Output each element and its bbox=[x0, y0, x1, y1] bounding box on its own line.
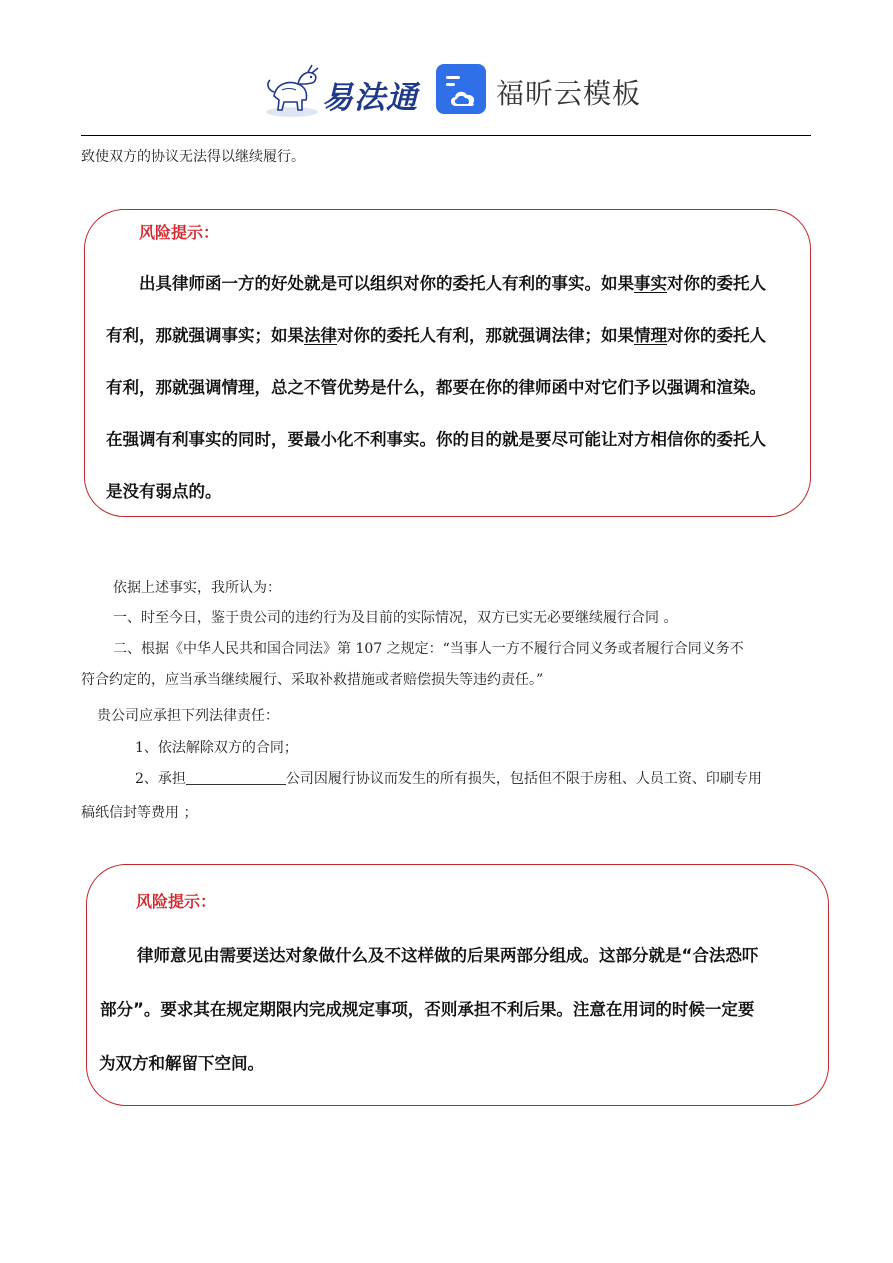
risk-tip-2-line-3: 为双方和解留下空间。 bbox=[99, 1054, 264, 1073]
cloud-document-icon bbox=[436, 64, 486, 114]
risk-tip-1-line-4: 在强调有利事实的同时，要最小化不利事实。你的目的就是要尽可能让对方相信你的委托人 bbox=[106, 430, 766, 449]
risk-tip-2-line-2: 部分”。要求其在规定期限内完成规定事项，否则承担不利后果。注意在用词的时候一定要 bbox=[100, 1000, 755, 1019]
page-header bbox=[0, 58, 893, 128]
body-paragraph-1: 依据上述事实，我所认为： bbox=[113, 580, 281, 596]
risk-tip-title-1: 风险提示： bbox=[139, 223, 220, 242]
risk-tip-1-line-3: 有利，那就强调情理，总之不管优势是什么，都要在你的律师函中对它们予以强调和渲染。 bbox=[106, 378, 766, 397]
body-paragraph-6b: 稿纸信封等费用 ； bbox=[81, 805, 198, 821]
header-divider bbox=[81, 135, 811, 136]
body-paragraph-3a: 二、根据《中华人民共和国合同法》第 107 之规定：“当事人一方不履行合同义务或者履行合同义务不 bbox=[113, 641, 744, 657]
risk-tip-1-line-5: 是没有弱点的。 bbox=[106, 482, 222, 501]
body-paragraph-2: 一、时至今日，鉴于贵公司的违约行为及目前的实际情况，双方已实无必要继续履行合同 。 bbox=[113, 610, 678, 626]
qilin-mascot-icon bbox=[262, 62, 324, 120]
blank-fill-line bbox=[186, 770, 286, 785]
fuxin-brand-text: 福昕云模板 bbox=[496, 77, 642, 110]
risk-tip-1-line-2: 有利，那就强调事实；如果法律对你的委托人有利，那就强调法律；如果情理对你的委托人 bbox=[106, 326, 766, 345]
yifatong-brand-text: 易法通 bbox=[322, 80, 418, 116]
yifatong-logo bbox=[262, 62, 418, 120]
risk-tip-box-1 bbox=[84, 209, 811, 517]
body-paragraph-6a: 2、承担 公司因履行协议而发生的所有损失，包括但不限于房租、人员工资、印刷专用 bbox=[135, 771, 762, 787]
body-paragraph-3b: 符合约定的，应当承当继续履行、采取补救措施或者赔偿损失等违约责任。” bbox=[81, 672, 544, 688]
fuxin-logo bbox=[436, 64, 642, 118]
risk-tip-title-2: 风险提示： bbox=[136, 892, 217, 911]
risk-tip-2-line-1: 律师意见由需要送达对象做什么及不这样做的后果两部分组成。这部分就是“合法恐吓 bbox=[137, 946, 759, 965]
body-paragraph-5: 1、依法解除双方的合同； bbox=[135, 740, 298, 756]
intro-line: 致使双方的协议无法得以继续履行。 bbox=[81, 149, 305, 165]
body-paragraph-4: 贵公司应承担下列法律责任： bbox=[97, 708, 279, 724]
risk-tip-1-line-1: 出具律师函一方的好处就是可以组织对你的委托人有利的事实。如果事实对你的委托人 bbox=[139, 274, 766, 293]
